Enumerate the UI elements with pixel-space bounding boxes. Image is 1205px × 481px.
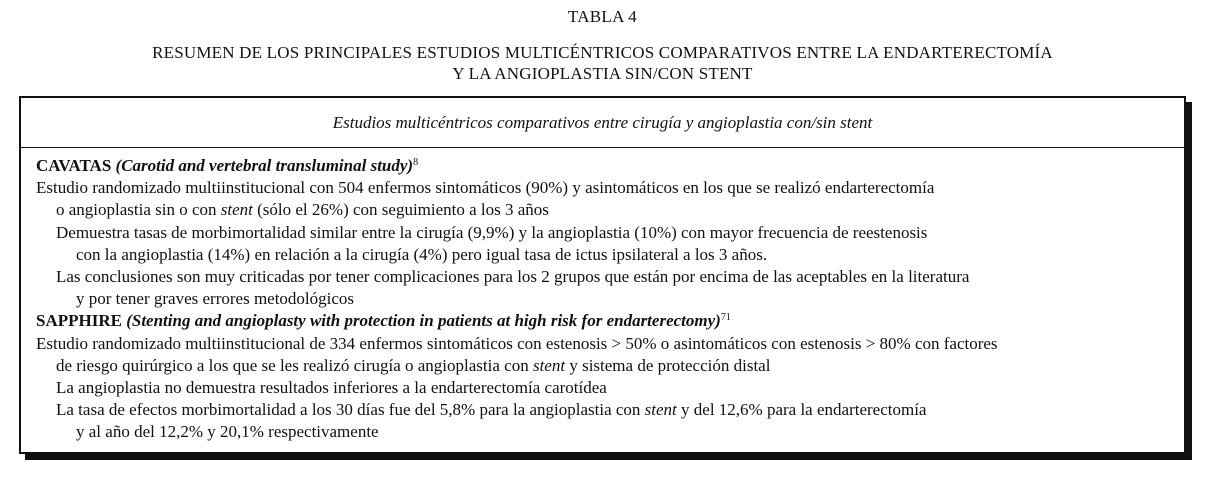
table-title <box>0 42 1205 84</box>
reference-number: 71 <box>720 312 731 324</box>
study-text-line: La angioplastia no demuestra resultados inferiores a la endarterectomía carotídea <box>56 378 607 398</box>
study-text-line: y al año del 12,2% y 20,1% respectivamente <box>76 422 379 442</box>
study-text-line: La tasa de efectos morbimortalidad a los 30 días fue del 5,8% para la angioplastia con stent y del 12,6% para la endarterectomía <box>56 400 927 420</box>
study-subtitle: (Carotid and vertebral transluminal study) <box>115 156 414 175</box>
study-text-line: Las conclusiones son muy criticadas por tener complicaciones para los 2 grupos que están por encima de las aceptables en la literatura <box>56 267 970 287</box>
study-subtitle: (Stenting and angioplasty with protection in patients at high risk for endarterectomy) <box>126 311 721 331</box>
table-title-line-2: Y LA ANGIOPLASTIA SIN/CON STENT <box>452 64 753 83</box>
table-number: TABLA 4 <box>567 7 638 26</box>
table-box <box>19 96 1186 454</box>
study-text-line: de riesgo quirúrgico a los que se les realizó cirugía o angioplastia con stent y sistema de protección distal <box>56 355 771 375</box>
study-text-line: Demuestra tasas de morbimortalidad similar entre la cirugía (9,9%) y la angioplastia (10%) con mayor frecuencia de reestenosis <box>56 222 928 242</box>
study-name: CAVATAS <box>36 156 112 175</box>
study-title-cavatas <box>21 155 1184 177</box>
study-text-line: o angioplastia sin o con stent (sólo el 26%) con seguimiento a los 3 años <box>56 200 549 220</box>
study-text-line: Estudio randomizado multiinstitucional con 504 enfermos sintomáticos (90%) y asintomáticos en los que se realizó endarterectomía <box>36 178 935 198</box>
study-title-sapphire <box>21 310 1184 332</box>
study-name: SAPPHIRE <box>36 311 122 331</box>
reference-number: 8 <box>413 157 419 168</box>
study-text-line: con la angioplastia (14%) en relación a la cirugía (4%) pero igual tasa de ictus ipsilateral a los 3 años. <box>76 244 768 264</box>
study-text-line: y por tener graves errores metodológicos <box>76 289 355 309</box>
table-title-line-1: RESUMEN DE LOS PRINCIPALES ESTUDIOS MULTICÉNTRICOS COMPARATIVOS ENTRE LA ENDARTERECTOMÍA <box>152 43 1053 62</box>
table-body <box>21 148 1184 444</box>
study-text-line: Estudio randomizado multiinstitucional de 334 enfermos sintomáticos con estenosis > 50% o asintomáticos con estenosis > 80% con factores <box>36 333 998 353</box>
table-header: Estudios multicéntricos comparativos entre cirugía y angioplastia con/sin stent <box>21 98 1184 148</box>
